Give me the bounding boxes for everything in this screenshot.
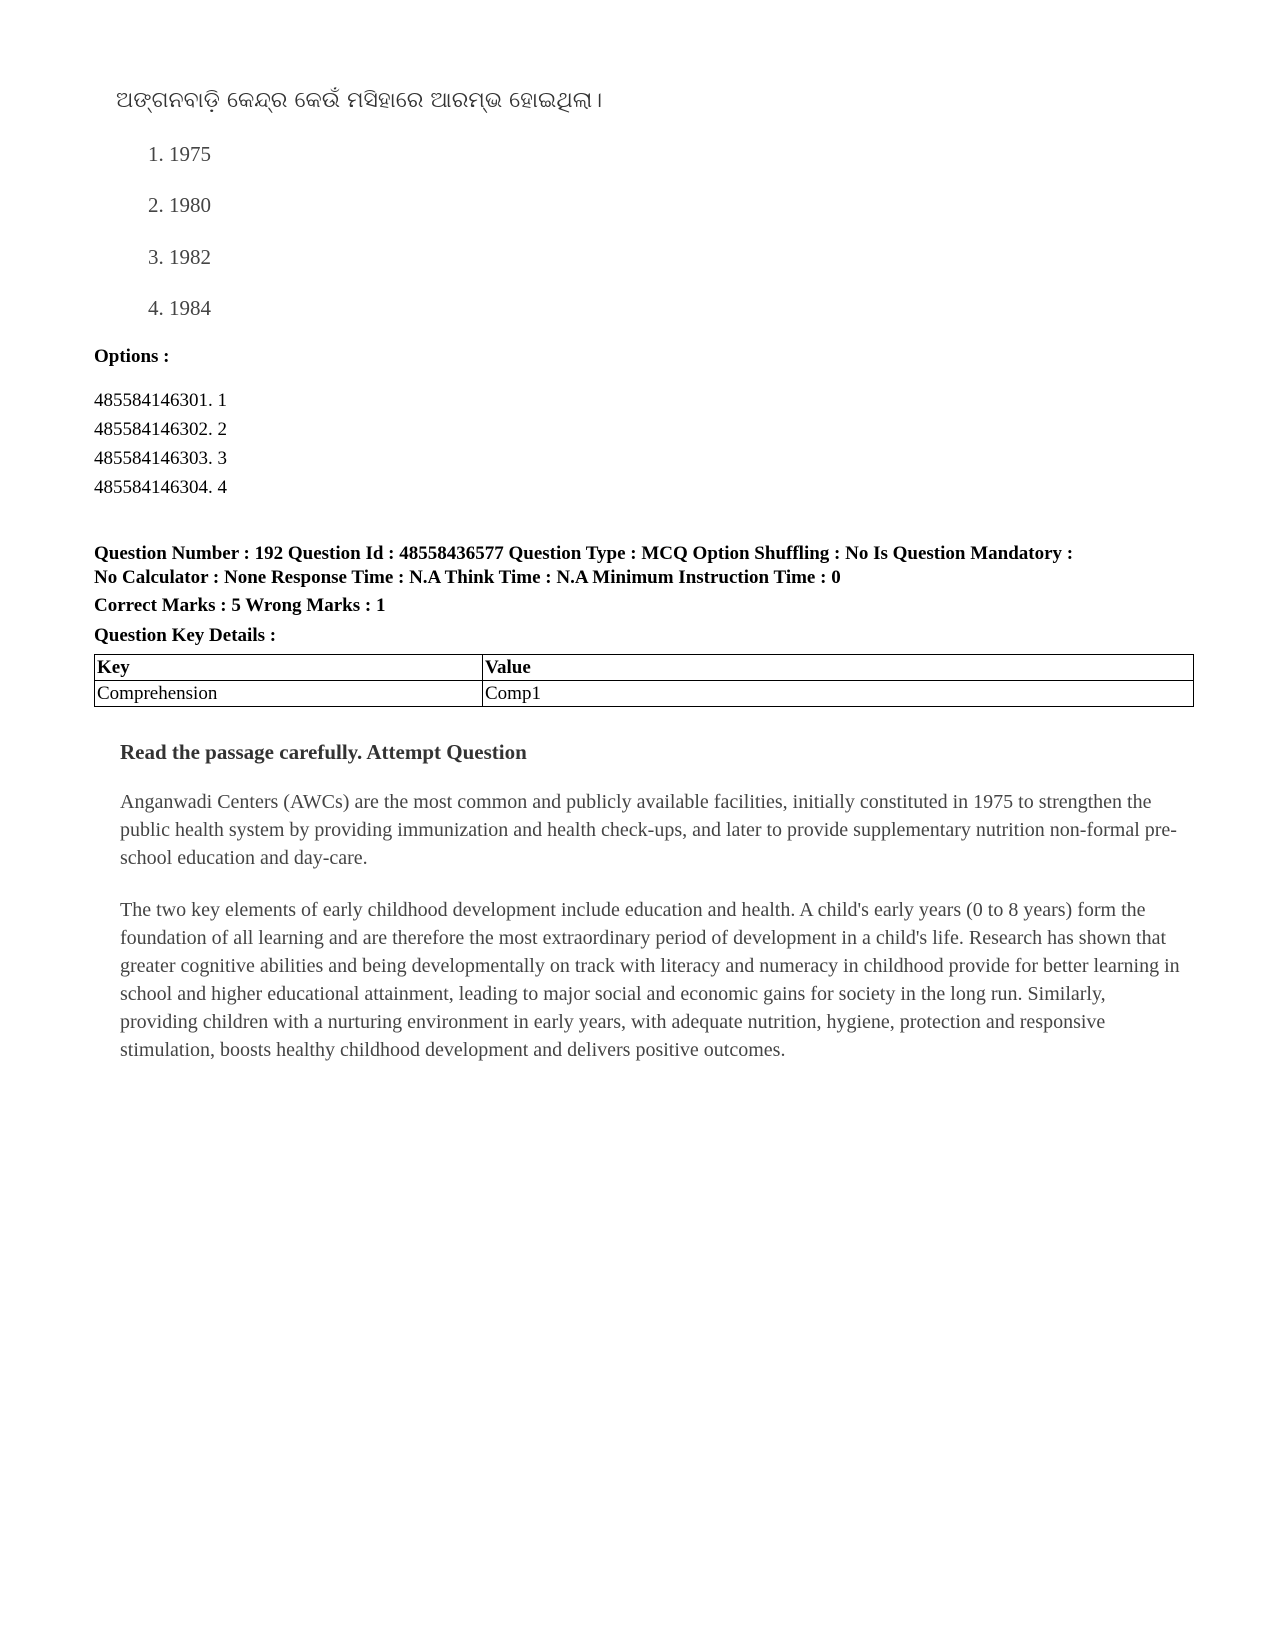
options-list: [94, 386, 227, 502]
key-details-heading: Question Key Details :: [94, 625, 277, 646]
passage-paragraph-2: The two key elements of early childhood development include education and health. A child's early years (0 to 8 years) form the foundation of all learning and are therefore the most extraordinary period of development in a child's life. Research has shown that greater cognitive abilities and being developmentally on track with literacy and numeracy in childhood provide for better learning in school and higher educational attainment, leading to major social and economic gains for society in the long run. Similarly, providing children with a nurturing environment in early years, with adequate nutrition, hygiene, protection and responsive stimulation, boosts healthy childhood development and delivers positive outcomes.: [120, 899, 1180, 1061]
table-cell-key: Comprehension: [95, 681, 483, 707]
option-item: 485584146304. 4: [94, 477, 227, 498]
table-cell-value: Comp1: [483, 681, 1194, 707]
table-header-row: [95, 655, 1194, 681]
choice-3: 3. 1982: [148, 245, 211, 269]
table-header-value: Value: [483, 655, 1194, 681]
table-header-key: Key: [95, 655, 483, 681]
table-row: [95, 681, 1194, 707]
key-value-table: [94, 654, 1194, 707]
option-item: 485584146301. 1: [94, 390, 227, 411]
passage-heading: Read the passage carefully. Attempt Question: [120, 740, 527, 764]
question-meta-line1: Question Number : 192 Question Id : 48558436577 Question Type : MCQ Option Shuffling : No Is Question Mandatory :: [94, 543, 1074, 564]
marks-info: Correct Marks : 5 Wrong Marks : 1: [94, 595, 386, 616]
option-item: 485584146303. 3: [94, 448, 227, 469]
passage-paragraph-1: Anganwadi Centers (AWCs) are the most common and publicly available facilities, initially constituted in 1975 to strengthen the public health system by providing immunization and health check-ups, and later to provide supplementary nutrition non-formal pre-school education and day-care.: [120, 791, 1177, 869]
question-meta-line2: No Calculator : None Response Time : N.A Think Time : N.A Minimum Instruction Time : 0: [94, 567, 841, 588]
choice-1: 1. 1975: [148, 142, 211, 166]
choice-4: 4. 1984: [148, 296, 211, 320]
question-text-odia: ଅଙ୍ଗନବାଡ଼ି କେନ୍ଦ୍ର କେଉଁ ମସିହାରେ ଆରମ୍ଭ ହୋଇଥିଲା।: [116, 88, 603, 113]
option-item: 485584146302. 2: [94, 419, 227, 440]
choice-2: 2. 1980: [148, 193, 211, 217]
options-heading: Options :: [94, 346, 170, 367]
question-meta: [94, 542, 1204, 590]
